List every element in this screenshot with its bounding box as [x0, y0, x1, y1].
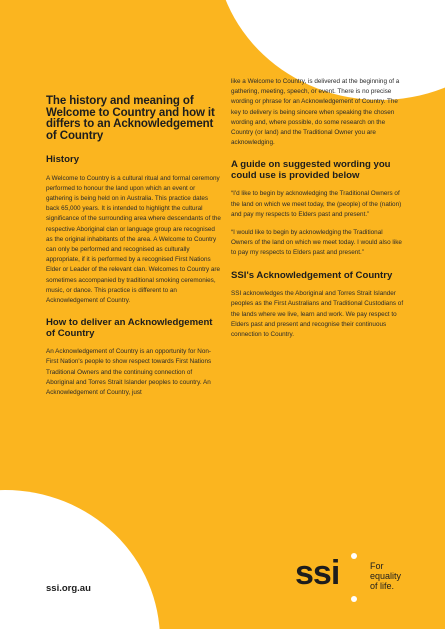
tagline-line-1: For equality: [370, 561, 402, 581]
deliver-heading: How to deliver an Acknowledgement of Country: [46, 317, 213, 339]
left-column: [46, 96, 221, 398]
history-body: A Welcome to Country is a cultural ritual and formal ceremony performed to honour the land upon which an event or gathering is being held on in Australia. This practice dates back 65,000 years. It is intended to highlight the cultural significance of the surrounding area where descendants of the respective Aboriginal clan or language group are recognised as the original inhabitants of the area. A Welcome to Country can only be performed and recognised as culturally appropriate, if it is performed by a recognised First Nations Elder or Leader of the relevant clan. Welcomes to Country are sometimes accompanied by traditional smoking ceremonies, music, or dance. This practice is different to an Acknowledgement of Country.: [46, 174, 221, 304]
guide-heading: A guide on suggested wording you could use is provided below: [231, 159, 391, 181]
logo-dot-top: [351, 553, 357, 559]
deliver-body-right: like a Welcome to Country, is delivered at the beginning of a gathering, meeting, speech, or event. There is no precise wording or phrase for an Acknowledgement of Country. The key to delivery is being sincere when speaking the chosen wording and, where possible, do some research on the Country (or land) and the Traditional Owner you are acknowledging.: [231, 78, 400, 147]
ssi-ack-heading: SSI's Acknowledgement of Country: [231, 269, 393, 281]
guide-quote-1: “I'd like to begin by acknowledging the Traditional Owners of the land on which we meet today, the (people) of the (nation) and pay my respects to Elders past and present.”: [231, 190, 402, 218]
decorative-white-shape-bottom: [0, 490, 160, 629]
history-heading: History: [46, 154, 80, 165]
deliver-body-left: An Acknowledgement of Country is an opportunity for Non-First Nation's people to show respect towards First Nations Traditional Owners and the continuing connection of Aboriginal and Torres Strait Islander peoples to country. An Acknowledgement of Country, just: [46, 348, 212, 396]
tagline-line-2: of life.: [370, 581, 395, 591]
logo-dot-bottom: [351, 596, 357, 602]
logo-wordmark: ssi: [295, 554, 340, 592]
guide-quote-2: “I would like to begin by acknowledging the Traditional Owners of the land on which we meet today. I would also like to pay my respects to Elders past and present.”: [231, 229, 402, 257]
ssi-logo: [295, 553, 405, 603]
right-column: [231, 77, 406, 340]
website-link[interactable]: ssi.org.au: [46, 583, 91, 594]
ssi-ack-body: SSI acknowledges the Aboriginal and Torres Strait Islander peoples as the First Australians and Traditional Custodians of the lands where we live, learn and work. We pay respect to Elders past and present and recognise their continuous connection to Country.: [231, 290, 404, 338]
logo-tagline: [370, 561, 405, 591]
page-title: The history and meaning of Welcome to Country and how it differs to an Acknowledgement of Country: [46, 95, 215, 142]
